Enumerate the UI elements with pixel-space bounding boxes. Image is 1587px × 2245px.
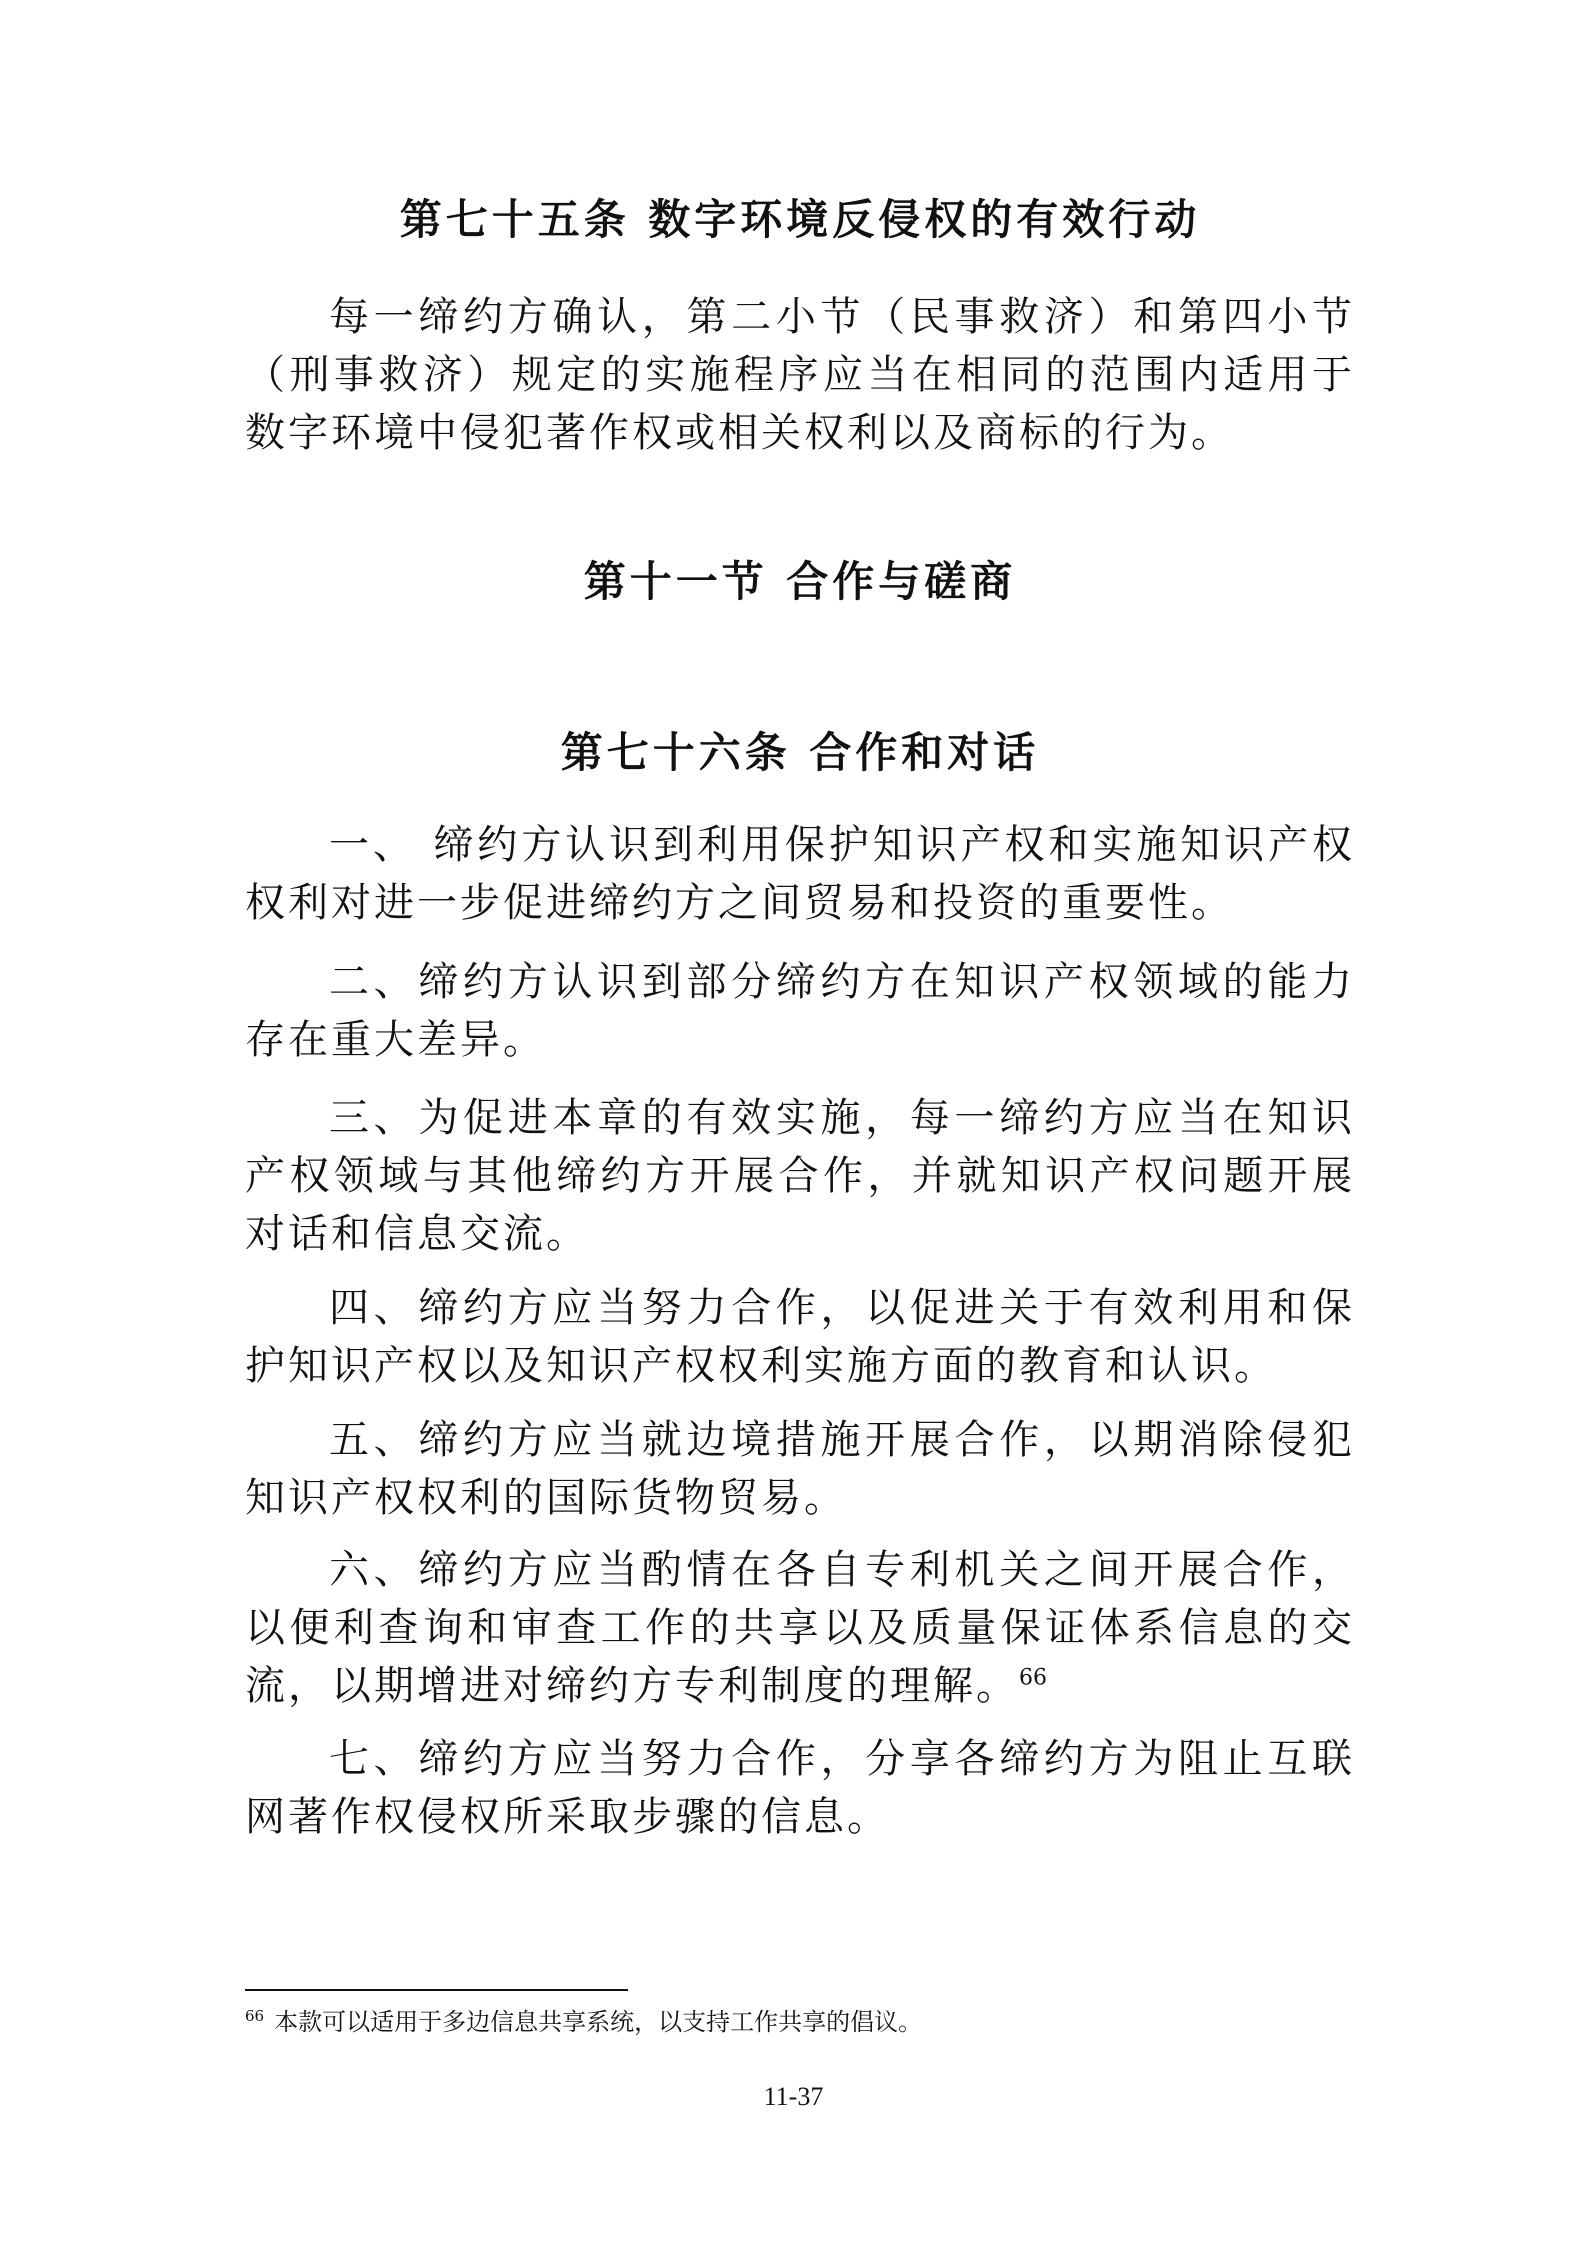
- footnote-reference[interactable]: 66: [1019, 1665, 1047, 1691]
- article-76-paragraph-3: 三、为促进本章的有效实施，每一缔约方应当在知识产权领域与其他缔约方开展合作，并就知识产权问题开展对话和信息交流。: [245, 1095, 1355, 1257]
- footnote: [245, 2005, 1355, 2039]
- article-76-paragraph-6: [245, 1541, 1355, 1715]
- footnote-mark: 66: [245, 2007, 265, 2025]
- article-76-paragraph-1: 一、 缔约方认识到利用保护知识产权和实施知识产权权利对进一步促进缔约方之间贸易和投资的重要性。: [245, 822, 1355, 926]
- article-76-paragraph-6-text: 六、缔约方应当酌情在各自专利机关之间开展合作，以便利查询和审查工作的共享以及质量保证体系信息的交流，以期增进对缔约方专利制度的理解。: [245, 1547, 1355, 1709]
- article-76-paragraph-4: 四、缔约方应当努力合作，以促进关于有效利用和保护知识产权以及知识产权权利实施方面的教育和认识。: [245, 1285, 1355, 1389]
- article-76-paragraph-5: 五、缔约方应当就边境措施开展合作，以期消除侵犯知识产权权利的国际货物贸易。: [245, 1417, 1355, 1521]
- article-76-paragraph-2: 二、缔约方认识到部分缔约方在知识产权领域的能力存在重大差异。: [245, 959, 1355, 1063]
- footnote-text: 本款可以适用于多边信息共享系统，以支持工作共享的倡议。: [274, 2008, 923, 2036]
- footnote-divider: [245, 1989, 628, 1991]
- article-76-paragraph-7: 七、缔约方应当努力合作，分享各缔约方为阻止互联网著作权侵权所采取步骤的信息。: [245, 1736, 1355, 1840]
- article-76-title: 第七十六条 合作和对话: [560, 728, 1040, 777]
- article-75-body: 每一缔约方确认，第二小节（民事救济）和第四小节（刑事救济）规定的实施程序应当在相同的范围内适用于数字环境中侵犯著作权或相关权利以及商标的行为。: [245, 294, 1355, 456]
- article-75-title: 第七十五条 数字环境反侵权的有效行动: [399, 195, 1201, 244]
- section-11-title: 第十一节 合作与磋商: [583, 557, 1017, 606]
- page-number: 11-37: [763, 2082, 824, 2111]
